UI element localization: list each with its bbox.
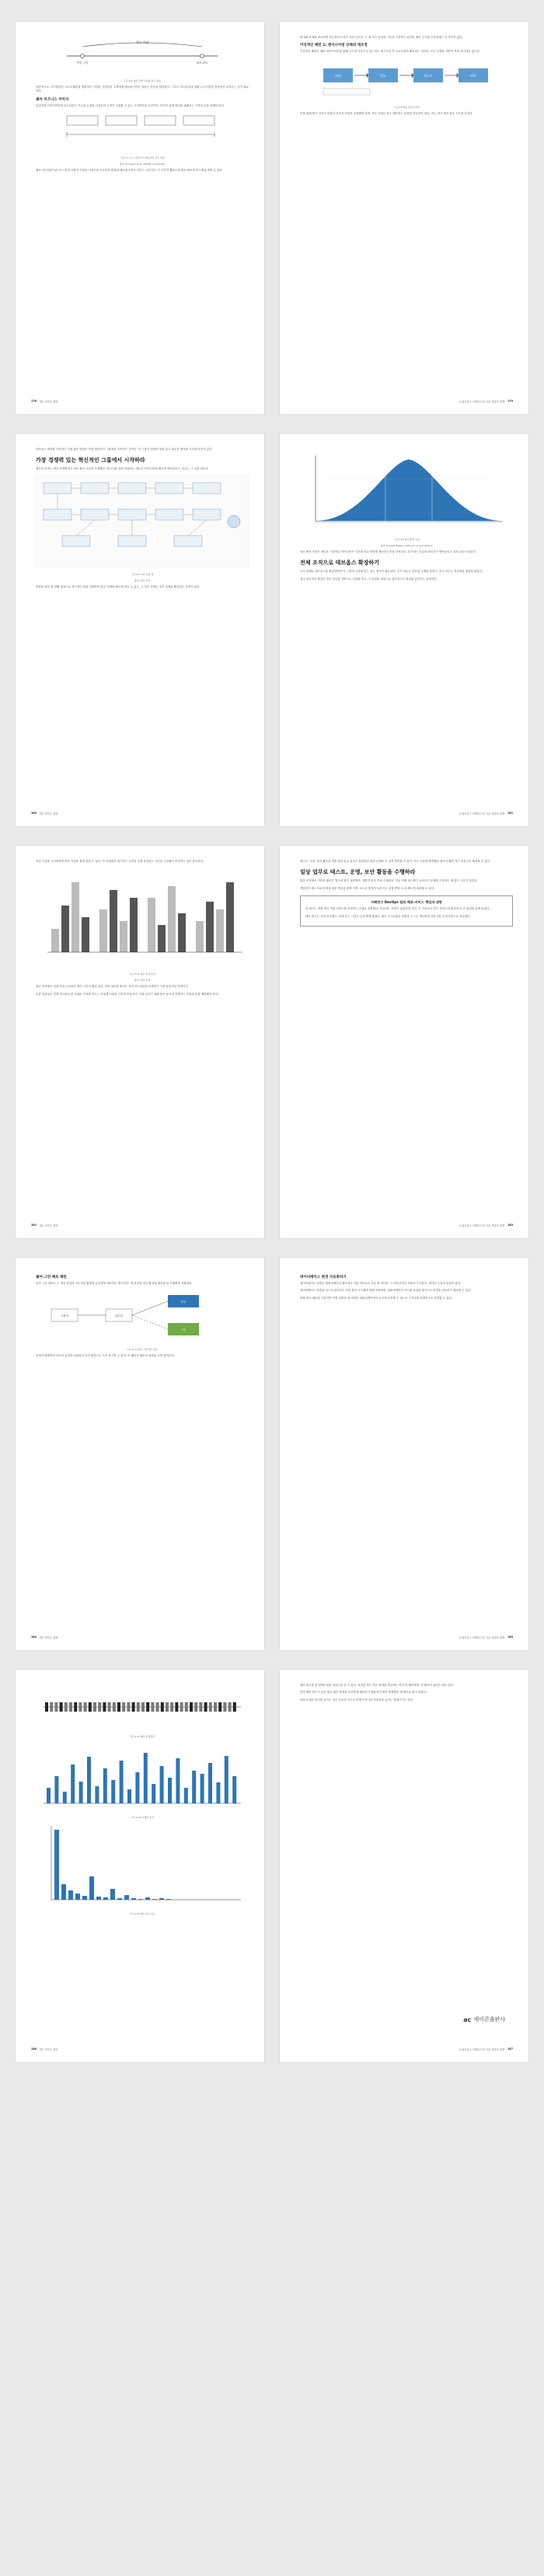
timeline-mark [141, 1702, 145, 1712]
paragraph: 이상적인 패턴은 배포 파이프라인을 통해 코드를 자동으로 빌드하고 테스트한 후 프로덕션에 배포하는 것이다. 모든 단계를 사람이 직접 처리하지 않는다. [300, 50, 480, 54]
timeline-mark [137, 1702, 140, 1712]
traffic-bar [103, 1768, 107, 1803]
page-footer [31, 2047, 249, 2051]
timeline-mark [209, 1702, 212, 1712]
paragraph: 문제가 발생하면 라우터 설정만 되돌려서 이전 환경으로 즉시 복구할 수 있다. 이 패턴은 배포의 위험을 크게 줄여준다. [36, 1354, 175, 1358]
pipeline-step-1: 커밋 [335, 73, 341, 78]
page-186 [16, 1670, 264, 2062]
timeline-mark [132, 1702, 135, 1712]
paragraph: 많은 조직에서 실제 작업 시간보다 대기 시간이 훨씬 길다. 이런 낭비를 줄이는 것이 리드타임을 단축하는 가장 효과적인 방법이다. [36, 985, 189, 989]
publisher-mark: ac [463, 2016, 472, 2023]
timeline-mark [78, 1702, 82, 1712]
running-header: 3부 사이트 현장 [39, 812, 58, 815]
traffic-bar [152, 1784, 155, 1803]
traffic-bar [208, 1763, 212, 1803]
traffic-bar [111, 1780, 115, 1803]
frequency-bar [54, 1830, 59, 1900]
figure-caption: 그림 4.13 배포 타임라인 [129, 1735, 155, 1738]
figure-source: 출처: Everett Rogers, Diffusion of Innovations [380, 544, 433, 547]
traffic-bar [79, 1782, 83, 1803]
timeline-mark [127, 1702, 130, 1712]
publisher-logo [463, 2016, 505, 2023]
running-header: 3부 사이트 현장 [39, 2048, 58, 2051]
figure-source: 출처: 저자 작성 [134, 578, 151, 582]
paragraph: 따라서 배포 빈도를 높이는 것은 단순히 속도의 문제가 아니라 안정성을 높이는 방법이기도 하다. [300, 1698, 414, 1702]
workflow-bar [71, 882, 79, 952]
timeline-mark [175, 1702, 178, 1712]
timeline-mark [50, 1702, 53, 1712]
workflow-bar [178, 913, 186, 952]
traffic-bar [176, 1758, 180, 1803]
traffic-bar [54, 1776, 58, 1803]
paragraph: 많은 조직에서 이러한 활동은 별도의 팀이 담당하며, 개발이 끝난 후에 수행된다. 이로 인해 피드백이 늦어지고 문제를 수정하는 데 많은 시간이 걸린다. [300, 879, 478, 883]
timeline-mark [74, 1702, 77, 1712]
traffic-bar [95, 1786, 99, 1803]
paragraph: 일반적으로, 리드타임은 소프트웨어를 개발하기 시작한 시점부터 고객에게 제공되기까지 걸리는 시간을 의미한다. 그리고 리드타임에 대해 요구사항을 만들어서 보여주는 것이 필요하다. [36, 86, 249, 93]
timeline-mark [180, 1702, 183, 1712]
timeline-mark [117, 1702, 120, 1712]
page-number: 180 [31, 812, 37, 815]
frequency-bar [89, 1876, 94, 1900]
workflow-bar [216, 909, 224, 952]
traffic-bar [63, 1792, 67, 1803]
workflow-analysis-figure [36, 867, 249, 968]
page-footer [295, 1635, 513, 1639]
traffic-bar [127, 1789, 131, 1803]
page-footer [31, 812, 249, 815]
running-header: 3부 사이트 현장 [39, 400, 58, 403]
bg-router-label: 라우터 [114, 1314, 124, 1318]
paragraph: 반면 배포 빈도가 낮은 팀은 많은 변경을 한꺼번에 배포하기 때문에 문제가 발생했을 때 원인을 찾기 어렵다. [300, 1691, 427, 1695]
timeline-mark [65, 1702, 68, 1712]
value-stream-figure [36, 475, 249, 568]
page-number: 185 [507, 1635, 513, 1639]
page-179 [280, 22, 528, 414]
frequency-bar [82, 1896, 87, 1900]
workflow-bar [158, 925, 166, 952]
timeline-mark [204, 1702, 207, 1712]
running-header: 3부 사이트 현장 [39, 1224, 58, 1227]
workflow-bar [130, 898, 138, 952]
figure-source: 출처: Forsgren et al. (2018), Accelerate [119, 162, 166, 166]
figure-caption: 그림 4.9 가치 흐름 맵 [131, 572, 154, 576]
traffic-bar [135, 1772, 139, 1803]
traffic-bar [192, 1771, 196, 1803]
bg-user-label: 사용자 [60, 1314, 69, 1318]
frequency-bar [159, 1898, 164, 1900]
workflow-bar [110, 890, 117, 952]
timeline-mark [199, 1702, 202, 1712]
workflow-bar [82, 917, 89, 952]
traffic-bar [47, 1788, 51, 1803]
paragraph: 개발자가 테스트와 운영에 대한 책임을 함께 지면, 코드의 품질이 높아지고 장애 발생 시 더 빠르게 대응할 수 있다. [300, 886, 435, 890]
figure-caption: 그림 4.11 업무 흐름 분석 [129, 972, 155, 976]
page-181 [280, 434, 528, 826]
page-number: 181 [507, 812, 513, 815]
section-heading: 데이터베이스 변경 자동화하기 [300, 1276, 347, 1279]
timeline-mark [194, 1702, 197, 1712]
frequency-bar [131, 1898, 136, 1900]
pipeline-step-2: 빌드 [380, 73, 386, 78]
paragraph: 변화를 위한 첫 번째 대상으로 적극적인 팀을 선택하면 성공 사례를 빠르게 만들 수 있고, 그 성공 사례는 조직 전체로 확산되는 동력이 된다. [36, 585, 201, 588]
paragraph: 데브옵스 변화를 시작하는 가장 좋은 방법은 가장 혁신적인 그룹에서 시작하는 것이다. 이 그룹은 변화에 열려 있고 새로운 방식을 시도할 의지가 있다. [36, 448, 213, 451]
figure-caption: 그림 4.6 개선 단계 사이의 리드 타임 [123, 79, 162, 82]
page-number: 179 [507, 400, 513, 403]
section-heading: 전체 조직으로 데브옵스 확장하기 [300, 560, 379, 567]
page-185 [280, 1258, 528, 1650]
traffic-analysis-figure [36, 1741, 249, 1811]
running-header: 4 데브옵스 프랙티스의 기술 적용의 한계 [459, 1224, 505, 1227]
paragraph: 배포 빈도는 크게 증가했고, 장애 복구 시간은 눈에 띄게 줄었다. 팀은 모니터링과 알림을 스스로 개선하며 서비스를 더 안정적으로 만들었다. [305, 914, 471, 918]
traffic-bar [225, 1756, 228, 1803]
page-number: 183 [507, 1223, 513, 1227]
lead-time-start: 작업 시작 [76, 61, 89, 65]
section-heading: 가장 경쟁력 있는 혁신적인 그룹에서 시작하라 [36, 457, 145, 464]
bg-green-label: 그린 [180, 1328, 187, 1332]
frequency-bar [96, 1897, 101, 1900]
traffic-bar [160, 1766, 164, 1803]
page-footer [31, 400, 249, 403]
paragraph: 한 회사는 개발 팀이 직접 서비스를 운영하는 모델로 전환했다. 처음에는 저항이 있었지만, 팀은 곧 자신들이 만든 서비스의 품질에 더 큰 관심을 갖게 되었다. [305, 907, 490, 911]
paragraph: 확장-축소 패턴을 사용하면 이전 버전과 새 버전의 애플리케이션이 동시에 동작할 수 있도록 스키마를 단계적으로 변경할 수 있다. [300, 1296, 452, 1300]
case-study-title: 사례연구 DevOps 팀의 배포-서비스 책임과 권한 [371, 900, 442, 905]
workflow-bar [51, 929, 59, 952]
section-heading: 쉐어 비즈니스 이미지 [36, 97, 69, 102]
timeline-mark [45, 1702, 48, 1712]
timeline-mark [146, 1702, 149, 1712]
traffic-bar [144, 1753, 148, 1803]
pipeline-figure [300, 58, 513, 101]
diffusion-curve-figure [300, 448, 513, 533]
figure-caption: 그림 4.14 트래픽 분석 [131, 1816, 154, 1819]
timeline-mark [170, 1702, 173, 1712]
traffic-bar [232, 1776, 236, 1803]
paragraph: 이를 위해 팀은 지속적 통합과 지속적 전달을 실천해야 하며, 작은 단위로 자주 배포하는 문화를 만들어야 한다. 이는 결국 팀의 학습 속도를 높인다. [300, 111, 473, 115]
paragraph: 작업 흐름을 시각화하면 병목 지점을 쉽게 찾을 수 있다. 각 단계에서 대기하는 시간과 실제 작업하는 시간을 구분해서 측정하는 것이 중요하다. [36, 860, 204, 863]
running-header: 4 데브옵스 프랙티스의 기술 적용의 한계 [459, 812, 505, 815]
frequency-bar [166, 1899, 171, 1900]
traffic-bar [168, 1778, 172, 1803]
page-footer [295, 812, 513, 815]
paragraph: 데이터베이스 변경을 코드로 관리하고 버전 관리 시스템에 함께 저장하면, 애플리케이션 코드와 동일한 방식으로 변경을 검토하고 배포할 수 있다. [300, 1289, 472, 1293]
frequency-bar [61, 1884, 66, 1900]
paragraph: 제프리 무어는 캐즘 마케팅에서 혁신 확산 곡선을 소개했다. 혁신가와 얼리 어답터는 새로운 아이디어를 빠르게 받아들이고, 다수는 그 뒤를 따른다. [36, 467, 209, 471]
page-number: 184 [31, 1635, 37, 1639]
frequency-bar [68, 1890, 73, 1900]
frequency-bar [75, 1894, 80, 1900]
paragraph: 엄밀하게 이야기하자면 리드타임은 기능을 요청한 시점부터 고객이 사용할 수 있는 시점까지의 시간이다. 하지만 실제 측정을 위해서는 시작과 끝을 정해야 한다. [36, 103, 225, 107]
workflow-bar [168, 886, 176, 952]
page-183 [280, 846, 528, 1238]
running-header: 4 데브옵스 프랙티스의 기술 적용의 한계 [459, 400, 505, 403]
paragraph: 블루-그린 배포는 두 개의 동일한 프로덕션 환경을 유지하며 배포하는 방식이다. 새 버전을 대기 환경에 배포한 뒤 트래픽을 전환한다. [36, 1282, 193, 1285]
section-heading: 이상적인 패턴 1: 엔지니어링 상태의 재조정 [300, 44, 368, 48]
publisher-name: 에이콘출판사 [473, 2016, 505, 2023]
paragraph: 팀 A와 팀 B를 비교하면 자동화의 수준이 서로 다르다. 두 팀 모두 동일한 기능을 구현하고 있지만 배포 주기와 안정성에는 큰 차이가 있다. [300, 36, 463, 39]
timeline-mark [60, 1702, 63, 1712]
workflow-bar [99, 909, 107, 952]
timeline-mark [103, 1702, 106, 1712]
lead-time-end: 배포 완료 [196, 61, 208, 65]
timeline-mark [161, 1702, 164, 1712]
frequency-bar [152, 1899, 157, 1900]
lead-time-stages-figure [36, 111, 249, 152]
figure-caption: 그림 4.7 요구 사항 부터 배포까지 리드 타임 [120, 156, 165, 160]
figure-caption: 그림 4.10 혁신 확산 곡선 [393, 538, 420, 541]
traffic-bar [184, 1788, 188, 1803]
lead-time-figure [36, 36, 249, 75]
timeline-mark [185, 1702, 188, 1712]
deployment-timeline-figure [36, 1684, 249, 1730]
timeline-mark [214, 1702, 217, 1712]
timeline-mark [233, 1702, 236, 1712]
running-header: 3부 사이트 현장 [39, 1636, 58, 1639]
frequency-bar [117, 1898, 122, 1900]
running-header: 4 데브옵스 프랙티스의 기술 적용의 한계 [459, 1636, 505, 1639]
paragraph: 테스트, 운영, 보안 활동을 개발 팀의 일상 업무로 통합하면 품질 문제를 더 일찍 발견할 수 있다. 이는 나중에 발견했을 때보다 훨씬 적은 비용으로 해결할 수 있다. [300, 860, 491, 863]
page-184 [16, 1258, 264, 1650]
traffic-bar [120, 1761, 124, 1803]
page-187 [280, 1670, 528, 2062]
workflow-bar [120, 921, 127, 952]
page-182 [16, 846, 264, 1238]
page-178 [16, 22, 264, 414]
case-study-box [300, 895, 513, 927]
page-number: 187 [507, 2047, 513, 2051]
page-footer [295, 1223, 513, 1227]
timeline-mark [151, 1702, 154, 1712]
timeline-mark [69, 1702, 72, 1712]
timeline-mark [166, 1702, 169, 1712]
traffic-bar [216, 1782, 220, 1803]
figure-caption: 그림 4.15 배포 빈도 분포 [129, 1912, 155, 1915]
timeline-mark [54, 1702, 58, 1712]
pipeline-step-4: 배포 [470, 73, 476, 78]
paragraph: 배포 빈도를 분석하면 팀의 성숙도를 알 수 있다. 성숙한 팀은 작은 변경을 하루에도 여러 번 배포하며, 각 배포의 위험은 매우 낮다. [300, 1684, 455, 1687]
timeline-mark [218, 1702, 221, 1712]
timeline-mark [93, 1702, 96, 1712]
paragraph: 배포 리드타임이란 코드 변경 사항이 커밋된 시점부터 프로덕션 환경에 배포되기까지 걸리는 시간이다. 이 시간이 짧을수록 팀은 빠르게 피드백을 받을 수 있다. [36, 169, 223, 173]
frequency-bar [145, 1897, 150, 1900]
timeline-mark [223, 1702, 226, 1712]
paragraph: 결국 성공적인 확장은 작은 성공을 기반으로 신뢰를 쌓고, 그 신뢰를 바탕으로 점진적으로 범위를 넓혀가는 과정이다. [300, 577, 438, 581]
workflow-bar [226, 882, 234, 952]
running-header: 4 데브옵스 프랙티스의 기술 적용의 한계 [459, 2048, 505, 2051]
paragraph: 혁신 확산 곡선은 새로운 기술이나 아이디어가 시간에 따라 어떻게 확산되는지를 보여준다. 초기에는 소수의 혁신가가 받아들이고 점차 다수가 따른다. [300, 550, 477, 553]
timeline-mark [156, 1702, 159, 1712]
section-heading: 일상 업무로 테스트, 운영, 보안 활동을 수행하라 [300, 869, 416, 876]
page-number: 178 [31, 400, 37, 403]
figure-caption: 그림 4.12 블루-그린 배포 패턴 [126, 1348, 159, 1352]
paragraph: 조직 전체로 데브옵스를 확장하려면 각 그룹의 특성에 맞는 접근 방식이 필요하다. 초기 다수는 검증된 사례를 원하고, 후기 다수는 표준화된 방법을 원한다. [300, 570, 483, 574]
bg-blue-label: 블루 [180, 1300, 187, 1304]
page-footer [31, 1635, 249, 1639]
timeline-mark [190, 1702, 193, 1712]
paragraph: 데이터베이스 변경은 애플리케이션 배포에서 가장 까다로운 부분 중 하나다. 스키마 변경은 되돌리기 어렵고, 데이터 손실의 위험이 있다. [300, 1282, 462, 1285]
traffic-bar [71, 1764, 75, 1803]
traffic-bar [87, 1757, 91, 1803]
traffic-bar [201, 1774, 204, 1803]
workflow-bar [206, 902, 214, 952]
timeline-mark [228, 1702, 232, 1712]
timeline-mark [98, 1702, 101, 1712]
timeline-mark [108, 1702, 111, 1712]
workflow-bar [61, 906, 69, 952]
page-footer [295, 400, 513, 403]
pipeline-step-3: 테스트 [424, 73, 433, 78]
frequency-bar [138, 1899, 143, 1900]
blue-green-figure [36, 1289, 249, 1343]
page-footer [295, 2047, 513, 2051]
page-number: 182 [31, 1223, 37, 1227]
paragraph: 흐름 효율성은 전체 리드타임 중 실제로 가치를 만드는 작업에 사용된 시간의 비율이다. 이를 높이기 위해 팀은 동시에 진행하는 작업의 수를 제한해야 한다. [36, 992, 219, 996]
page-180 [16, 434, 264, 826]
page-number: 186 [31, 2047, 37, 2051]
section-heading: 쉐어-그린 배포 패턴 [36, 1276, 67, 1279]
lead-time-label: 리드 타임 [135, 40, 149, 44]
frequency-bar [110, 1889, 115, 1900]
timeline-mark [122, 1702, 125, 1712]
timeline-mark [113, 1702, 116, 1712]
frequency-bar [103, 1897, 108, 1900]
figure-caption: 그림 4.8 배포 파이프라인 [393, 105, 420, 109]
timeline-mark [84, 1702, 87, 1712]
page-footer [31, 1223, 249, 1227]
frequency-bar [124, 1895, 129, 1900]
timeline-mark [89, 1702, 92, 1712]
workflow-bar [148, 898, 155, 952]
figure-source: 출처: 저자 작성 [134, 979, 151, 983]
deploy-frequency-figure [36, 1822, 249, 1908]
workflow-bar [196, 921, 204, 952]
